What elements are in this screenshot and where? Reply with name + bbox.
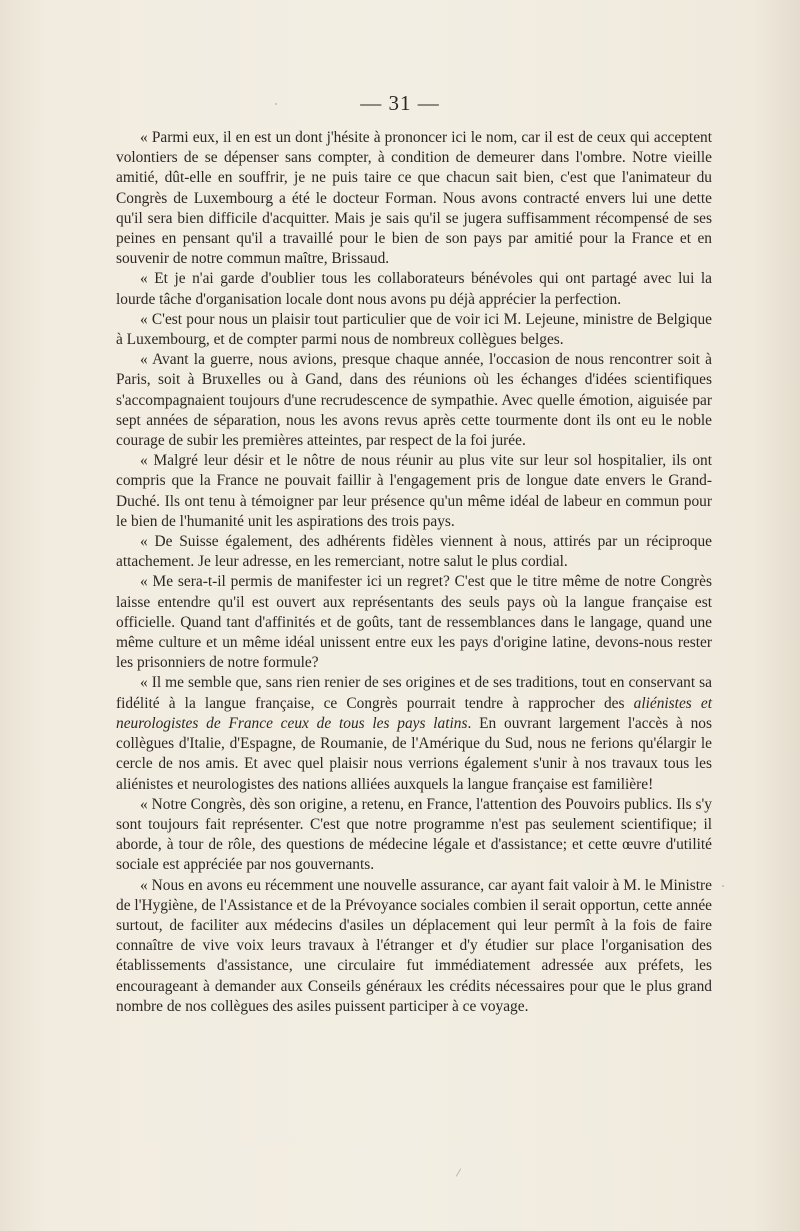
paragraph-circulaire: « Nous en avons eu récemment une nouvelle assurance, car ayant fait valoir à M. le Ministre de l'Hygiène, de l'Assistance et de la Prévoyance sociales combien il serait opportun, cette année surtout, de faciliter aux médecins d'asiles un déplacement qui leur permît à la fois de faire connaître de vive voix leurs travaux à l'étranger et d'y étudier sur place l'organisation des établissements d'assistance, une circulaire fut immédiatement adressée aux préfets, les encourageant à demander aux Conseils généraux les crédits nécessaires pour que le plus grand nombre de nos collègues des asiles puissent participer à ce voyage. [116,876,712,1015]
page-number: — 31 — [360,91,440,115]
emphasis-pays-latins: aliénistes et neurologistes de France ceux de tous les pays latins [116,694,712,732]
paragraph-grand-duche: « Malgré leur désir et le nôtre de nous réunir au plus vite sur leur sol hospitalier, ils ont compris que la France ne pouvait faillir à l'engagement pris de longue date envers le Grand-Duché. Ils ont tenu à témoigner par leur présence qu'un même idéal de labeur en commun pour le bien de l'humanité unit les aspirations des trois pays. [116,452,712,530]
paragraph-pays-latins-start: « Il me semble que, sans rien renier de ses origines et de ses traditions, tout en conservant sa fidélité à la langue française, ce Congrès pourrait tendre à rapprocher des [116,674,712,712]
paper-speck [722,885,724,887]
paragraph-lejeune: « C'est pour nous un plaisir tout particulier que de voir ici M. Lejeune, ministre de Belgique à Luxembourg, et de compter parmi nous de nombreux collègues belges. [116,310,712,349]
paragraph-regret: « Me sera-t-il permis de manifester ici un regret? C'est que le titre même de notre Congrès laisse entendre qu'il est ouvert aux représentants des seuls pays où la langue française est officielle. Quand tant d'affinités et de goûts, tant de ressemblances dans le langage, quand une même culture et un même idéal unissent entre eux les pays d'origine latine, devons-nous rester les prisonniers de notre formule? [116,573,712,672]
body-text [116,128,712,1017]
paper-mark [456,1168,461,1176]
paragraph-avant-la-guerre: « Avant la guerre, nous avions, presque chaque année, l'occasion de nous rencontrer soit à Paris, soit à Bruxelles ou à Gand, dans des réunions où les échanges d'idées scientifiques s'accompagnaient toujours d'une recrudescence de sympathie. Avec quelle émotion, aiguisée par sept années de séparation, nous les avons revus après cette tourmente dont ils ont eu le noble courage de subir les premières atteintes, par respect de la foi jurée. [116,351,712,450]
paper-speck [275,103,277,105]
paragraph-pays-latins-end: . En ouvrant largement l'accès à nos collègues d'Italie, d'Espagne, de Roumanie, de l'Amérique du Sud, nous ne ferions qu'élargir le cercle de nos amis. Et avec quel plaisir nous verrions également s'unir à nos travaux tous les aliénistes et neurologistes des nations alliées auxquels la langue française est familière! [116,714,712,793]
paragraph-pouvoirs-publics: « Notre Congrès, dès son origine, a retenu, en France, l'attention des Pouvoirs publics. Ils s'y sont toujours fait représenter. C'est que notre programme n'est pas seulement scientifique; il aborde, à tour de rôle, des questions de médecine légale et d'assistance; et cette œuvre d'utilité sociale est appréciée par nos gouvernants. [116,795,712,874]
paragraph-pays-latins [116,673,712,794]
paragraph-suisse: « De Suisse également, des adhérents fidèles viennent à nous, attirés par un réciproque attachement. Je leur adresse, en les remerciant, notre salut le plus cordial. [116,533,712,571]
paragraph-collaborateurs: « Et je n'ai garde d'oublier tous les collaborateurs bénévoles qui ont partagé avec lui la lourde tâche d'organisation locale dont nous avons pu déjà apprécier la perfection. [116,270,712,308]
paragraph-forman: « Parmi eux, il en est un dont j'hésite à prononcer ici le nom, car il est de ceux qui acceptent volontiers de se dépenser sans compter, à condition de demeurer dans l'ombre. Notre vieille amitié, dût-elle en souffrir, je ne puis taire ce que chacun sait bien, c'est que l'animateur du Congrès de Luxembourg a été le docteur Forman. Nous avons contracté envers lui une dette qu'il sera bien difficile d'acquitter. Mais je sais qu'il se jugera suffisamment récompensé de ses peines en pensant qu'il a travaillé pour le bien de son pays par amitié pour la France et en souvenir de notre commun maître, Brissaud. [116,129,712,268]
